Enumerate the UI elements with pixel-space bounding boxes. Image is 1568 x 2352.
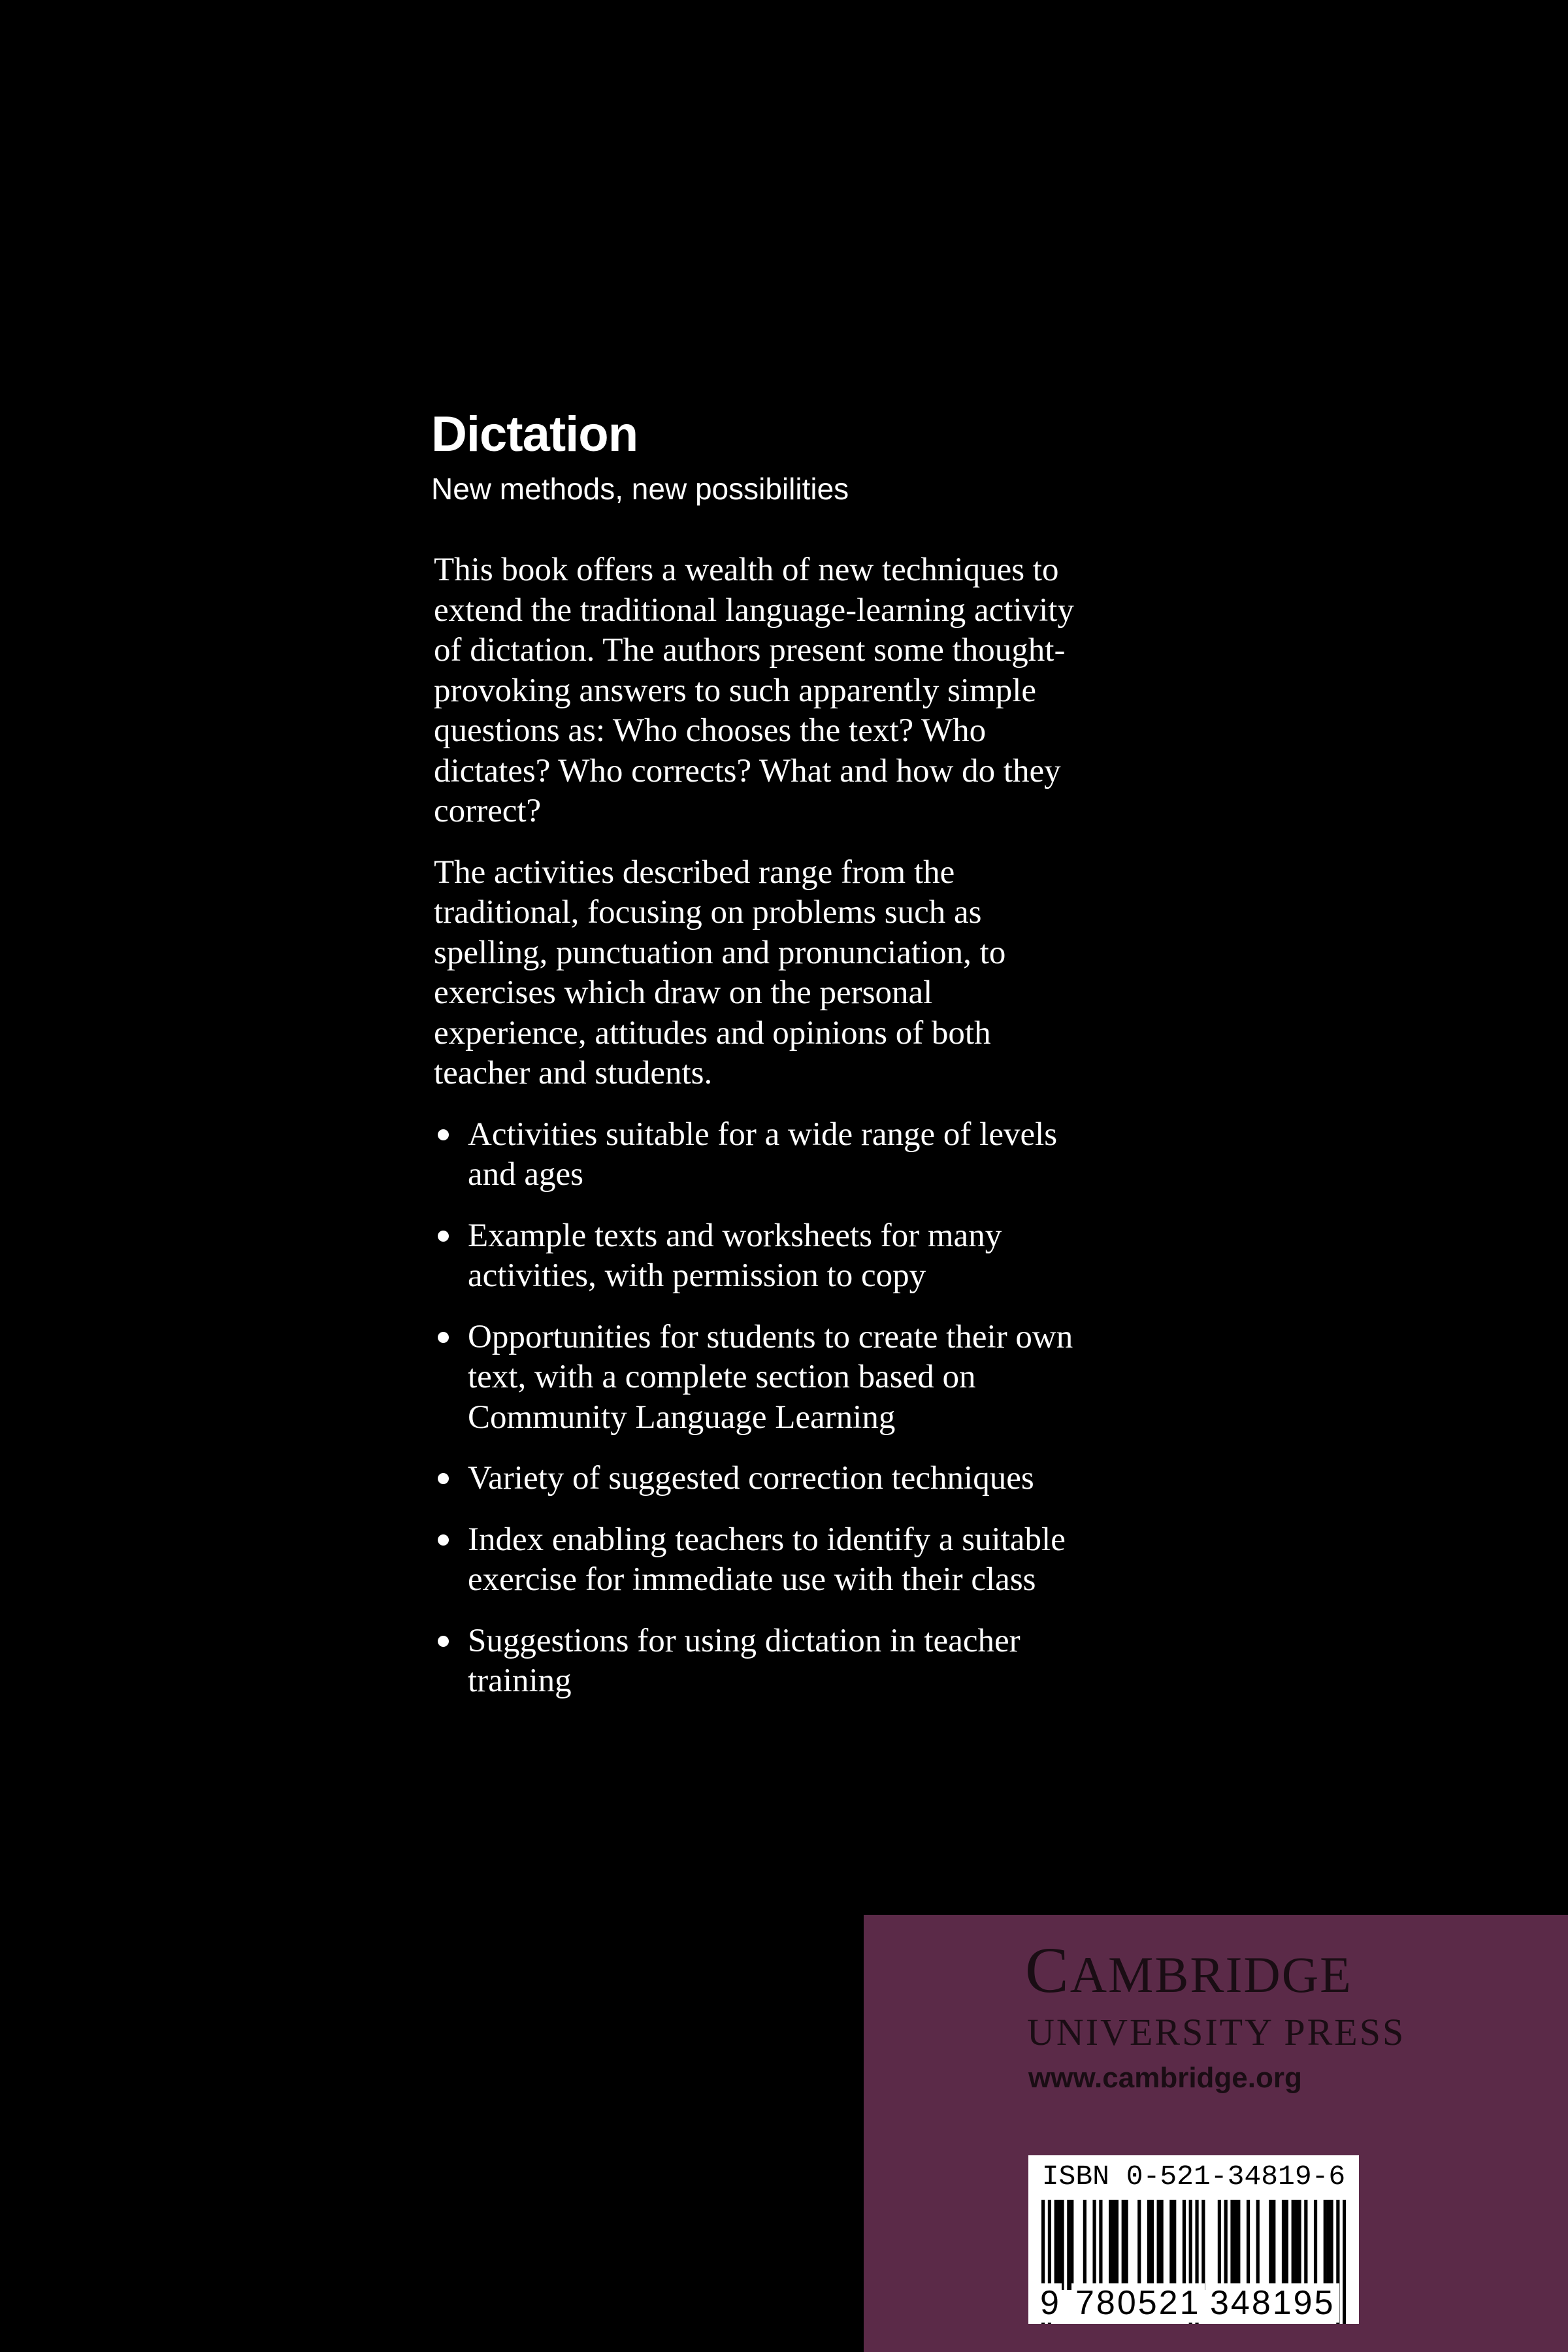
barcode-bar <box>1224 2200 1228 2290</box>
barcode-bar <box>1269 2200 1272 2290</box>
bullet-icon <box>438 1636 449 1647</box>
barcode-bar <box>1201 2200 1205 2290</box>
feature-list <box>434 1115 1159 1702</box>
blurb-paragraph-1 <box>434 550 1159 832</box>
publisher-name-initial: C <box>1025 1934 1070 2006</box>
barcode-bar <box>1151 2200 1154 2290</box>
bullet-icon <box>438 1534 449 1546</box>
blurb-line: The activities described range from the <box>434 853 955 891</box>
feature-line: and ages <box>468 1156 584 1193</box>
ean-digits <box>1028 2283 1359 2323</box>
barcode-bar <box>1070 2200 1073 2290</box>
feature-item <box>434 1520 1159 1600</box>
barcode-bar <box>1083 2200 1086 2290</box>
blurb-line: experience, attitudes and opinions of both <box>434 1014 991 1052</box>
blurb-line: traditional, focusing on problems such as <box>434 894 982 931</box>
blurb-line: This book offers a wealth of new techniques to <box>434 552 1059 588</box>
blurb-line: questions as: Who chooses the text? Who <box>434 712 987 749</box>
barcode-bar <box>1292 2200 1295 2290</box>
blurb-line: dictates? Who corrects? What and how do they <box>434 752 1061 789</box>
bullet-icon <box>438 1231 449 1242</box>
ean-right-group: 348195 <box>1206 2283 1339 2323</box>
barcode-bar <box>1125 2200 1128 2290</box>
barcode-bar <box>1147 2200 1151 2290</box>
barcode-bar <box>1160 2200 1163 2290</box>
publisher-subline: UNIVERSITY PRESS <box>1027 2011 1406 2053</box>
isbn-barcode <box>1028 2155 1359 2324</box>
feature-line: Example texts and worksheets for many <box>468 1217 1002 1254</box>
barcode-bar <box>1058 2200 1061 2290</box>
barcode-bar <box>1285 2200 1288 2290</box>
barcode-bar <box>1327 2200 1330 2290</box>
feature-line: Index enabling teachers to identify a suitable <box>468 1521 1066 1558</box>
book-title: Dictation <box>431 406 638 462</box>
barcode-bar <box>1295 2200 1298 2290</box>
feature-line: Variety of suggested correction techniques <box>468 1460 1034 1497</box>
barcode-bar <box>1218 2200 1221 2290</box>
barcode-bar <box>1330 2200 1333 2290</box>
bullet-icon <box>438 1129 449 1140</box>
publisher-url: www.cambridge.org <box>1028 2062 1302 2094</box>
barcode-bar <box>1230 2200 1233 2290</box>
barcode-bar <box>1237 2200 1240 2290</box>
blurb-line: correct? <box>434 793 542 829</box>
barcode-bar <box>1112 2200 1115 2290</box>
blurb <box>434 550 1159 1723</box>
barcode-bar <box>1314 2200 1317 2290</box>
barcode-bar <box>1122 2200 1125 2290</box>
isbn-number: ISBN 0-521-34819-6 <box>1041 2161 1346 2193</box>
barcode-bar <box>1054 2200 1058 2290</box>
blurb-line: exercises which draw on the personal <box>434 974 933 1011</box>
feature-line: exercise for immediate use with their class <box>468 1561 1036 1598</box>
barcode-bar <box>1256 2200 1260 2290</box>
feature-item <box>434 1317 1159 1438</box>
feature-item <box>434 1459 1159 1499</box>
barcode-bar <box>1247 2200 1250 2290</box>
barcode-bar <box>1115 2200 1119 2290</box>
feature-line: Suggestions for using dictation in teacher <box>468 1622 1021 1659</box>
publisher-name <box>1025 1934 1352 2011</box>
bullet-icon <box>438 1473 449 1484</box>
feature-item <box>434 1115 1159 1195</box>
feature-line: training <box>468 1663 572 1699</box>
feature-item <box>434 1216 1159 1297</box>
barcode-bar <box>1137 2200 1141 2290</box>
barcode-bar <box>1060 2200 1064 2290</box>
feature-line: activities, with permission to copy <box>468 1257 926 1294</box>
barcode-bar <box>1298 2200 1301 2290</box>
ean-first-digit: 9 <box>1037 2283 1062 2323</box>
blurb-line: spelling, punctuation and pronunciation, to <box>434 934 1006 971</box>
barcode-bar <box>1183 2200 1186 2290</box>
barcode-bar <box>1282 2200 1285 2290</box>
barcode-bar <box>1324 2200 1327 2290</box>
blurb-paragraph-2 <box>434 853 1159 1094</box>
publisher-name-rest: AMBRIDGE <box>1070 1946 1352 2003</box>
barcode-bar <box>1109 2200 1112 2290</box>
feature-line: Opportunities for students to create their own <box>468 1318 1073 1355</box>
barcode-bar <box>1157 2200 1160 2290</box>
feature-line: Activities suitable for a wide range of levels <box>468 1116 1058 1153</box>
blurb-line: extend the traditional language-learning activity <box>434 591 1074 629</box>
barcode-bar <box>1272 2200 1275 2290</box>
bullet-icon <box>438 1332 449 1343</box>
blurb-line: teacher and students. <box>434 1055 713 1091</box>
blurb-line: of dictation. The authors present some thought- <box>434 632 1066 669</box>
feature-line: text, with a complete section based on <box>468 1359 976 1395</box>
barcode-bar <box>1304 2200 1307 2290</box>
barcode-bar <box>1067 2200 1070 2290</box>
barcode-bar <box>1173 2200 1176 2290</box>
barcode-bar <box>1169 2200 1173 2290</box>
book-subtitle: New methods, new possibilities <box>431 472 849 506</box>
feature-item <box>434 1621 1159 1702</box>
barcode-bar <box>1233 2200 1237 2290</box>
feature-line: Community Language Learning <box>468 1399 896 1436</box>
barcode-bar <box>1099 2200 1102 2290</box>
publisher-panel <box>864 1915 1568 2352</box>
blurb-line: provoking answers to such apparently simple <box>434 672 1037 709</box>
ean-left-group: 780521 <box>1071 2283 1205 2323</box>
barcode-bar <box>1092 2200 1096 2290</box>
